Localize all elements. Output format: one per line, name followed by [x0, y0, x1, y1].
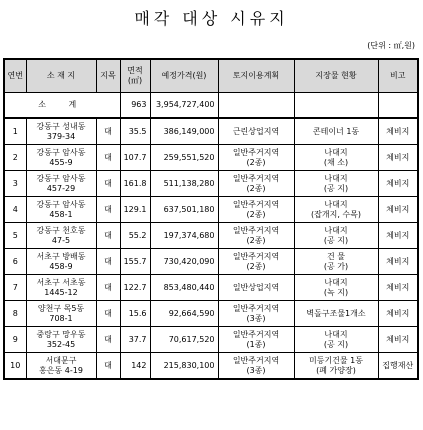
cell-no: 8: [4, 301, 26, 327]
cell-no: 5: [4, 223, 26, 249]
cell-land-plan-line-1: 일반주거지역: [232, 251, 280, 261]
summary-area: 963: [120, 93, 150, 119]
cell-obstacles: [294, 353, 378, 380]
cell-land-plan-line-2: (2종): [246, 235, 266, 245]
cell-land-plan-line-1: 일반주거지역: [232, 147, 280, 157]
summary-empty-obstacles: [294, 93, 378, 119]
cell-category: 대: [96, 249, 120, 275]
cell-no: 7: [4, 275, 26, 301]
cell-address: [26, 327, 96, 353]
cell-area: 35.5: [120, 118, 150, 145]
cell-land-plan: [218, 327, 294, 353]
cell-land-plan-line-1: 일반주거지역: [232, 199, 280, 209]
cell-land-plan: [218, 145, 294, 171]
summary-row: [4, 93, 418, 119]
cell-obstacles-line-2: (녹 지): [323, 287, 349, 297]
cell-obstacles-line-1: 벽돌구조물1개소: [306, 308, 366, 318]
cell-land-plan: [218, 171, 294, 197]
cell-obstacles-line-2: (공 지): [323, 339, 349, 349]
cell-price: 197,374,680: [150, 223, 218, 249]
table-row: [4, 223, 418, 249]
cell-note: 체비지: [378, 145, 418, 171]
cell-address-line-2: 379-34: [46, 131, 76, 141]
unit-note: (단위 : ㎡,원): [367, 41, 415, 50]
header-land-plan: 토지이용계획: [218, 59, 294, 93]
cell-no: 2: [4, 145, 26, 171]
cell-land-plan-line-1: 일반상업지역: [232, 282, 280, 292]
cell-obstacles-line-2: (잡개지, 수목): [311, 209, 361, 219]
cell-price: 511,138,280: [150, 171, 218, 197]
cell-price: 92,664,590: [150, 301, 218, 327]
table-row: [4, 353, 418, 380]
cell-note: 체비지: [378, 249, 418, 275]
cell-note: 체비지: [378, 327, 418, 353]
header-no: 연번: [4, 59, 26, 93]
cell-land-plan-line-2: (2종): [246, 183, 266, 193]
cell-category: 대: [96, 301, 120, 327]
cell-obstacles-line-2: (공 지): [323, 235, 349, 245]
cell-land-plan: [218, 249, 294, 275]
cell-address: [26, 275, 96, 301]
cell-note: 체비지: [378, 223, 418, 249]
cell-address: [26, 197, 96, 223]
cell-area: 55.2: [120, 223, 150, 249]
cell-obstacles-line-1: 미등기건물 1동: [308, 355, 363, 365]
cell-no: 4: [4, 197, 26, 223]
cell-note: 체비지: [378, 275, 418, 301]
cell-no: 10: [4, 353, 26, 380]
cell-no: 1: [4, 118, 26, 145]
cell-address: [26, 171, 96, 197]
summary-price: 3,954,727,400: [150, 93, 218, 119]
cell-note: 체비지: [378, 118, 418, 145]
cell-note: 집행재산: [378, 353, 418, 380]
cell-category: 대: [96, 145, 120, 171]
cell-land-plan: [218, 353, 294, 380]
summary-label: 소 계: [4, 93, 120, 119]
table-row: [4, 275, 418, 301]
table-row: [4, 301, 418, 327]
cell-address-line-2: 홍은동 4-19: [39, 365, 83, 375]
cell-address-line-2: 47-5: [51, 235, 71, 245]
cell-price: 637,501,180: [150, 197, 218, 223]
cell-address: [26, 145, 96, 171]
cell-address-line-2: 708-1: [49, 313, 73, 323]
cell-price: 386,149,000: [150, 118, 218, 145]
cell-obstacles-line-2: (공 가): [323, 261, 349, 271]
cell-address-line-1: 중랑구 망우동: [36, 329, 86, 339]
cell-area: 161.8: [120, 171, 150, 197]
header-address: 소 재 지: [26, 59, 96, 93]
table-row: [4, 327, 418, 353]
cell-land-plan-line-1: 일반주거지역: [232, 355, 280, 365]
cell-obstacles: [294, 275, 378, 301]
cell-address-line-1: 양천구 목5동: [37, 303, 85, 313]
summary-empty-plan: [218, 93, 294, 119]
cell-land-plan-line-1: 일반주거지역: [232, 303, 280, 313]
cell-land-plan: [218, 197, 294, 223]
cell-land-plan-line-2: (3종): [246, 313, 266, 323]
cell-obstacles: [294, 171, 378, 197]
cell-price: 730,420,090: [150, 249, 218, 275]
cell-address: [26, 301, 96, 327]
cell-address-line-1: 서초구 방배동: [36, 251, 86, 261]
header-obstacles: 지장물 현황: [294, 59, 378, 93]
cell-address: [26, 223, 96, 249]
land-sale-table: [3, 58, 419, 380]
cell-address: [26, 249, 96, 275]
cell-area: 142: [120, 353, 150, 380]
cell-obstacles: [294, 327, 378, 353]
header-note: 비고: [378, 59, 418, 93]
cell-address: [26, 118, 96, 145]
header-row: [4, 59, 418, 93]
cell-area: 122.7: [120, 275, 150, 301]
cell-category: 대: [96, 223, 120, 249]
cell-land-plan-line-2: (2종): [246, 209, 266, 219]
cell-address-line-1: 강동구 성내동: [36, 121, 86, 131]
cell-obstacles-line-1: 나대지: [324, 329, 348, 339]
cell-obstacles: [294, 197, 378, 223]
cell-price: 215,830,100: [150, 353, 218, 380]
cell-obstacles: [294, 301, 378, 327]
document-title: 매각 대상 시유지: [134, 9, 289, 28]
cell-category: 대: [96, 275, 120, 301]
cell-price: 853,480,440: [150, 275, 218, 301]
cell-area: 37.7: [120, 327, 150, 353]
cell-category: 대: [96, 353, 120, 380]
cell-land-plan-line-2: (2종): [246, 261, 266, 271]
cell-note: 체비지: [378, 171, 418, 197]
cell-obstacles-line-2: (공 지): [323, 183, 349, 193]
table-row: [4, 249, 418, 275]
cell-area: 155.7: [120, 249, 150, 275]
cell-land-plan: [218, 118, 294, 145]
cell-obstacles-line-2: (폐 가양장): [316, 365, 356, 375]
cell-land-plan-line-1: 일반주거지역: [232, 225, 280, 235]
cell-obstacles-line-1: 나대지: [324, 277, 348, 287]
cell-address: [26, 353, 96, 380]
table-row: [4, 197, 418, 223]
cell-address-line-1: 강동구 암사동: [36, 173, 86, 183]
cell-land-plan-line-2: (1종): [246, 339, 266, 349]
cell-obstacles: [294, 118, 378, 145]
cell-land-plan: [218, 301, 294, 327]
cell-land-plan: [218, 223, 294, 249]
cell-land-plan-line-1: 근린상업지역: [232, 126, 280, 136]
cell-note: 체비지: [378, 197, 418, 223]
cell-address-line-1: 강동구 천호동: [36, 225, 86, 235]
cell-obstacles-line-2: (채 소): [323, 157, 349, 167]
cell-land-plan-line-1: 일반주거지역: [232, 329, 280, 339]
cell-land-plan: [218, 275, 294, 301]
cell-address-line-2: 458-9: [49, 261, 73, 271]
cell-area: 107.7: [120, 145, 150, 171]
cell-obstacles-line-1: 나대지: [324, 173, 348, 183]
table-row: [4, 145, 418, 171]
cell-obstacles-line-1: 건 물: [327, 251, 345, 261]
header-price: 예정가격(원): [150, 59, 218, 93]
cell-address-line-2: 352-45: [46, 339, 76, 349]
cell-no: 3: [4, 171, 26, 197]
cell-address-line-1: 강동구 암사동: [36, 199, 86, 209]
cell-address-line-2: 1445-12: [44, 287, 78, 297]
cell-area: 15.6: [120, 301, 150, 327]
cell-category: 대: [96, 197, 120, 223]
cell-land-plan-line-2: (3종): [246, 365, 266, 375]
summary-empty-note: [378, 93, 418, 119]
cell-land-plan-line-1: 일반주거지역: [232, 173, 280, 183]
cell-obstacles-line-1: 나대지: [324, 225, 348, 235]
cell-obstacles-line-1: 나대지: [324, 147, 348, 157]
table-row: [4, 118, 418, 145]
cell-obstacles-line-1: 나대지: [324, 199, 348, 209]
cell-obstacles: [294, 223, 378, 249]
cell-address-line-2: 455-9: [49, 157, 73, 167]
cell-no: 6: [4, 249, 26, 275]
cell-price: 70,617,520: [150, 327, 218, 353]
cell-address-line-1: 서초구 서초동: [36, 277, 86, 287]
table-row: [4, 171, 418, 197]
cell-note: 체비지: [378, 301, 418, 327]
cell-address-line-1: 서대문구: [45, 355, 77, 365]
cell-category: 대: [96, 327, 120, 353]
cell-obstacles: [294, 249, 378, 275]
cell-address-line-1: 강동구 암사동: [36, 147, 86, 157]
header-area: 면적 (㎡): [120, 59, 150, 93]
cell-obstacles: [294, 145, 378, 171]
cell-no: 9: [4, 327, 26, 353]
cell-address-line-2: 458-1: [49, 209, 73, 219]
cell-address-line-2: 457-29: [46, 183, 76, 193]
header-category: 지목: [96, 59, 120, 93]
cell-land-plan-line-2: (2종): [246, 157, 266, 167]
cell-price: 259,551,520: [150, 145, 218, 171]
cell-category: 대: [96, 171, 120, 197]
cell-area: 129.1: [120, 197, 150, 223]
cell-category: 대: [96, 118, 120, 145]
cell-obstacles-line-1: 콘테이너 1동: [312, 126, 360, 136]
